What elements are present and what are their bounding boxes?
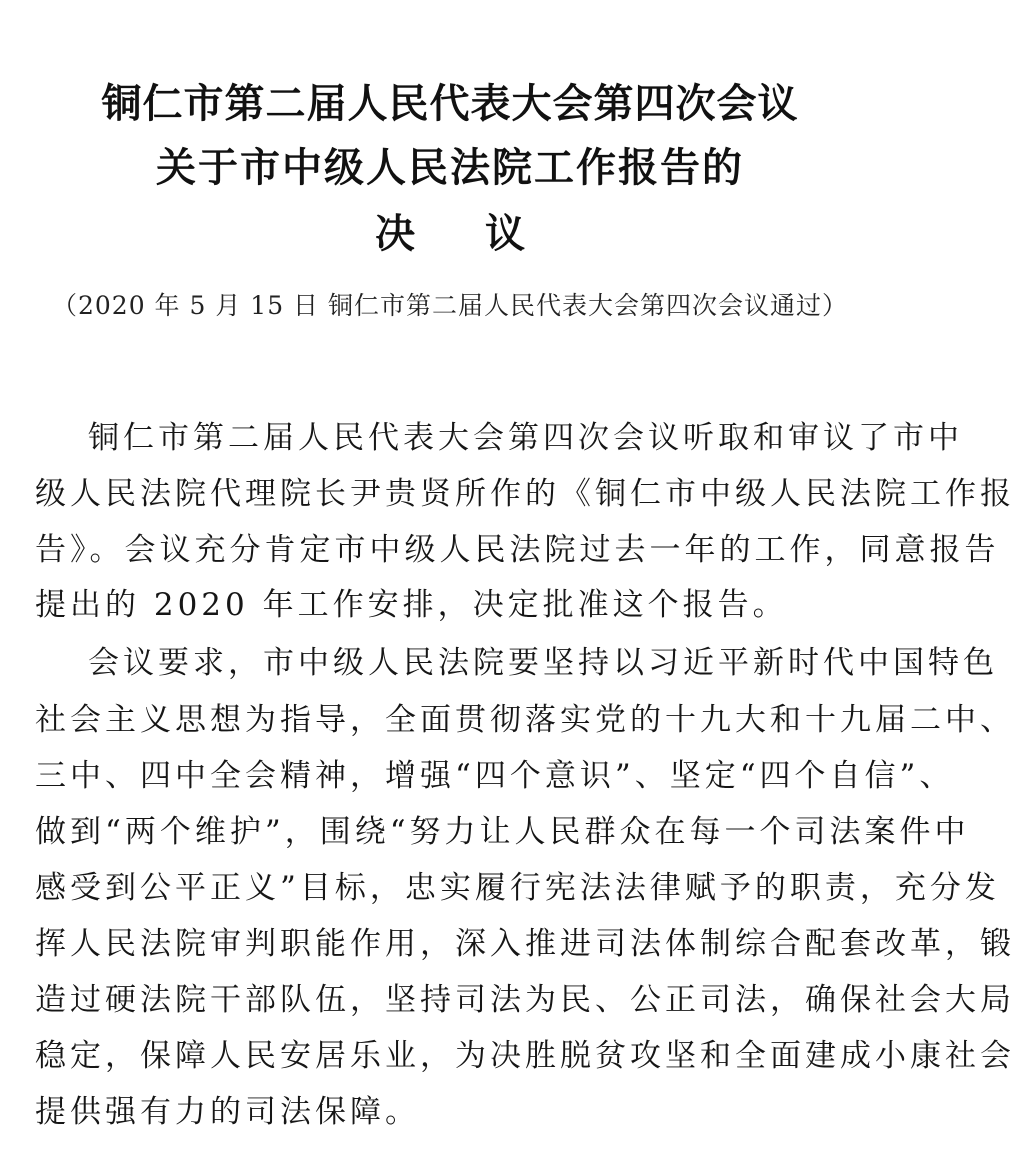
paragraph-line: 告》。会议充分肯定市中级人民法院过去一年的工作，同意报告 [35, 532, 1000, 568]
title-line-1: 铜仁市第二届人民代表大会第四次会议 [101, 80, 799, 127]
paragraph-line: 级人民法院代理院长尹贵贤所作的《铜仁市中级人民法院工作报 [35, 476, 1015, 512]
paragraph-line: 挥人民法院审判职能作用，深入推进司法体制综合配套改革，锻 [35, 926, 1015, 962]
paragraph-line: 提供强有力的司法保障。 [35, 1094, 420, 1130]
paragraph-line: 铜仁市第二届人民代表大会第四次会议听取和审议了市中 [88, 420, 963, 456]
paragraph-line: 做到“两个维护”，围绕“努力让人民群众在每一个司法案件中 [35, 814, 970, 850]
paragraph-line: 会议要求，市中级人民法院要坚持以习近平新时代中国特色 [88, 645, 998, 681]
paragraph-line: 三中、四中全会精神，增强“四个意识”、坚定“四个自信”、 [35, 758, 955, 794]
adoption-note: （2020 年 5 月 15 日 铜仁市第二届人民代表大会第四次会议通过） [51, 291, 849, 320]
paragraph-line: 感受到公平正义”目标，忠实履行宪法法律赋予的职责，充分发 [35, 870, 1000, 906]
paragraph-line: 提出的 2020 年工作安排，决定批准这个报告。 [35, 587, 788, 623]
title-line-2: 关于市中级人民法院工作报告的 [156, 144, 744, 191]
paragraph-line: 社会主义思想为指导，全面贯彻落实党的十九大和十九届二中、 [35, 702, 1015, 738]
paragraph-line: 造过硬法院干部队伍，坚持司法为民、公正司法，确保社会大局 [35, 982, 1015, 1018]
paragraph-line: 稳定，保障人民安居乐业，为决胜脱贫攻坚和全面建成小康社会 [35, 1038, 1015, 1074]
title-line-3: 决 议 [375, 210, 553, 257]
